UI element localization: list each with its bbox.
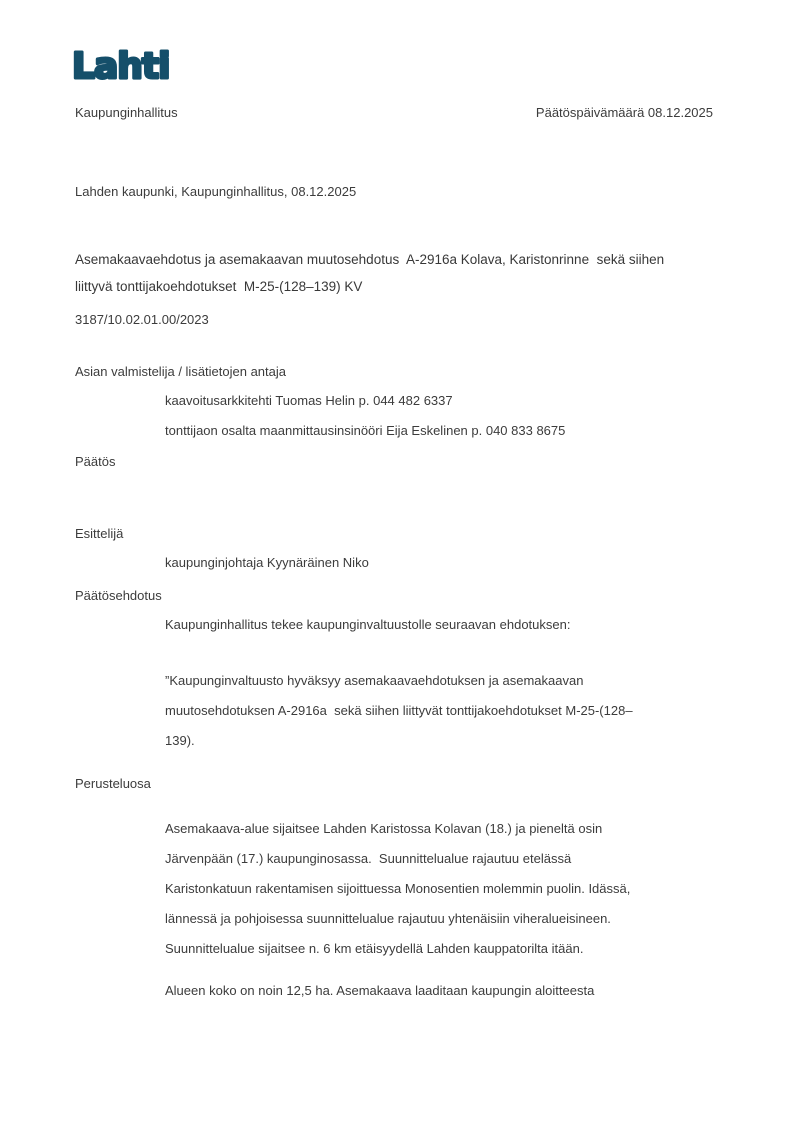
section-esittelija-content bbox=[165, 548, 713, 578]
diary-number: 3187/10.02.01.00/2023 bbox=[75, 312, 209, 327]
proposal-quote-line: muutosehdotuksen A-2916a sekä siihen liittyvät tonttijakoehdotukset M-25-(128– bbox=[165, 703, 633, 718]
rationale-paragraph-2 bbox=[165, 976, 713, 1006]
section-label-paatosehdotus: Päätösehdotus bbox=[75, 588, 162, 603]
lahti-logo-text: Lahti bbox=[72, 46, 170, 87]
preparer-line: tonttijaon osalta maanmittausinsinööri Eija Eskelinen p. 040 833 8675 bbox=[165, 423, 566, 438]
rationale-paragraph-1 bbox=[165, 814, 713, 964]
section-paatosehdotus-content bbox=[165, 610, 713, 756]
section-valmistelija-content bbox=[165, 386, 713, 446]
proposal-quote-line: 139). bbox=[165, 733, 195, 748]
proposal-quote bbox=[165, 666, 713, 756]
section-label-esittelija: Esittelijä bbox=[75, 526, 124, 541]
rationale-line: Karistonkatuun rakentamisen sijoittuessa Monosentien molemmin puolin. Idässä, bbox=[165, 881, 631, 896]
document-header-row bbox=[75, 105, 713, 121]
preparer-line: kaavoitusarkkitehti Tuomas Helin p. 044 482 6337 bbox=[165, 393, 453, 408]
section-perusteluosa-content bbox=[165, 814, 713, 1006]
presenter-line: kaupunginjohtaja Kyynäräinen Niko bbox=[165, 555, 369, 570]
committee-name: Kaupunginhallitus bbox=[75, 105, 178, 120]
case-title-line: Asemakaavaehdotus ja asemakaavan muutosehdotus A-2916a Kolava, Karistonrinne sekä siihen bbox=[75, 252, 665, 267]
lahti-logo-wordmark bbox=[70, 38, 190, 88]
section-label-perusteluosa: Perusteluosa bbox=[75, 776, 151, 791]
document-context-line: Lahden kaupunki, Kaupunginhallitus, 08.12.2025 bbox=[75, 184, 357, 199]
case-title-line: liittyvä tonttijakoehdotukset M-25-(128–139) KV bbox=[75, 279, 363, 294]
section-label-valmistelija: Asian valmistelija / lisätietojen antaja bbox=[75, 364, 286, 379]
case-title bbox=[75, 246, 713, 300]
proposal-quote-line: ”Kaupunginvaltuusto hyväksyy asemakaavaehdotuksen ja asemakaavan bbox=[165, 673, 584, 688]
proposal-intro-line: Kaupunginhallitus tekee kaupunginvaltuustolle seuraavan ehdotuksen: bbox=[165, 617, 571, 632]
rationale-line: Asemakaava-alue sijaitsee Lahden Karistossa Kolavan (18.) ja pieneltä osin bbox=[165, 821, 603, 836]
lahti-logo bbox=[70, 38, 713, 88]
rationale-line: Järvenpään (17.) kaupunginosassa. Suunnittelualue rajautuu etelässä bbox=[165, 851, 572, 866]
rationale-line: Alueen koko on noin 12,5 ha. Asemakaava laaditaan kaupungin aloitteesta bbox=[165, 983, 595, 998]
rationale-line: Suunnittelualue sijaitsee n. 6 km etäisyydellä Lahden kauppatorilta itään. bbox=[165, 941, 584, 956]
decision-date: Päätöspäivämäärä 08.12.2025 bbox=[535, 105, 713, 120]
section-label-paatos: Päätös bbox=[75, 454, 116, 469]
rationale-line: lännessä ja pohjoisessa suunnittelualue rajautuu yhtenäisiin viheralueisineen. bbox=[165, 911, 611, 926]
